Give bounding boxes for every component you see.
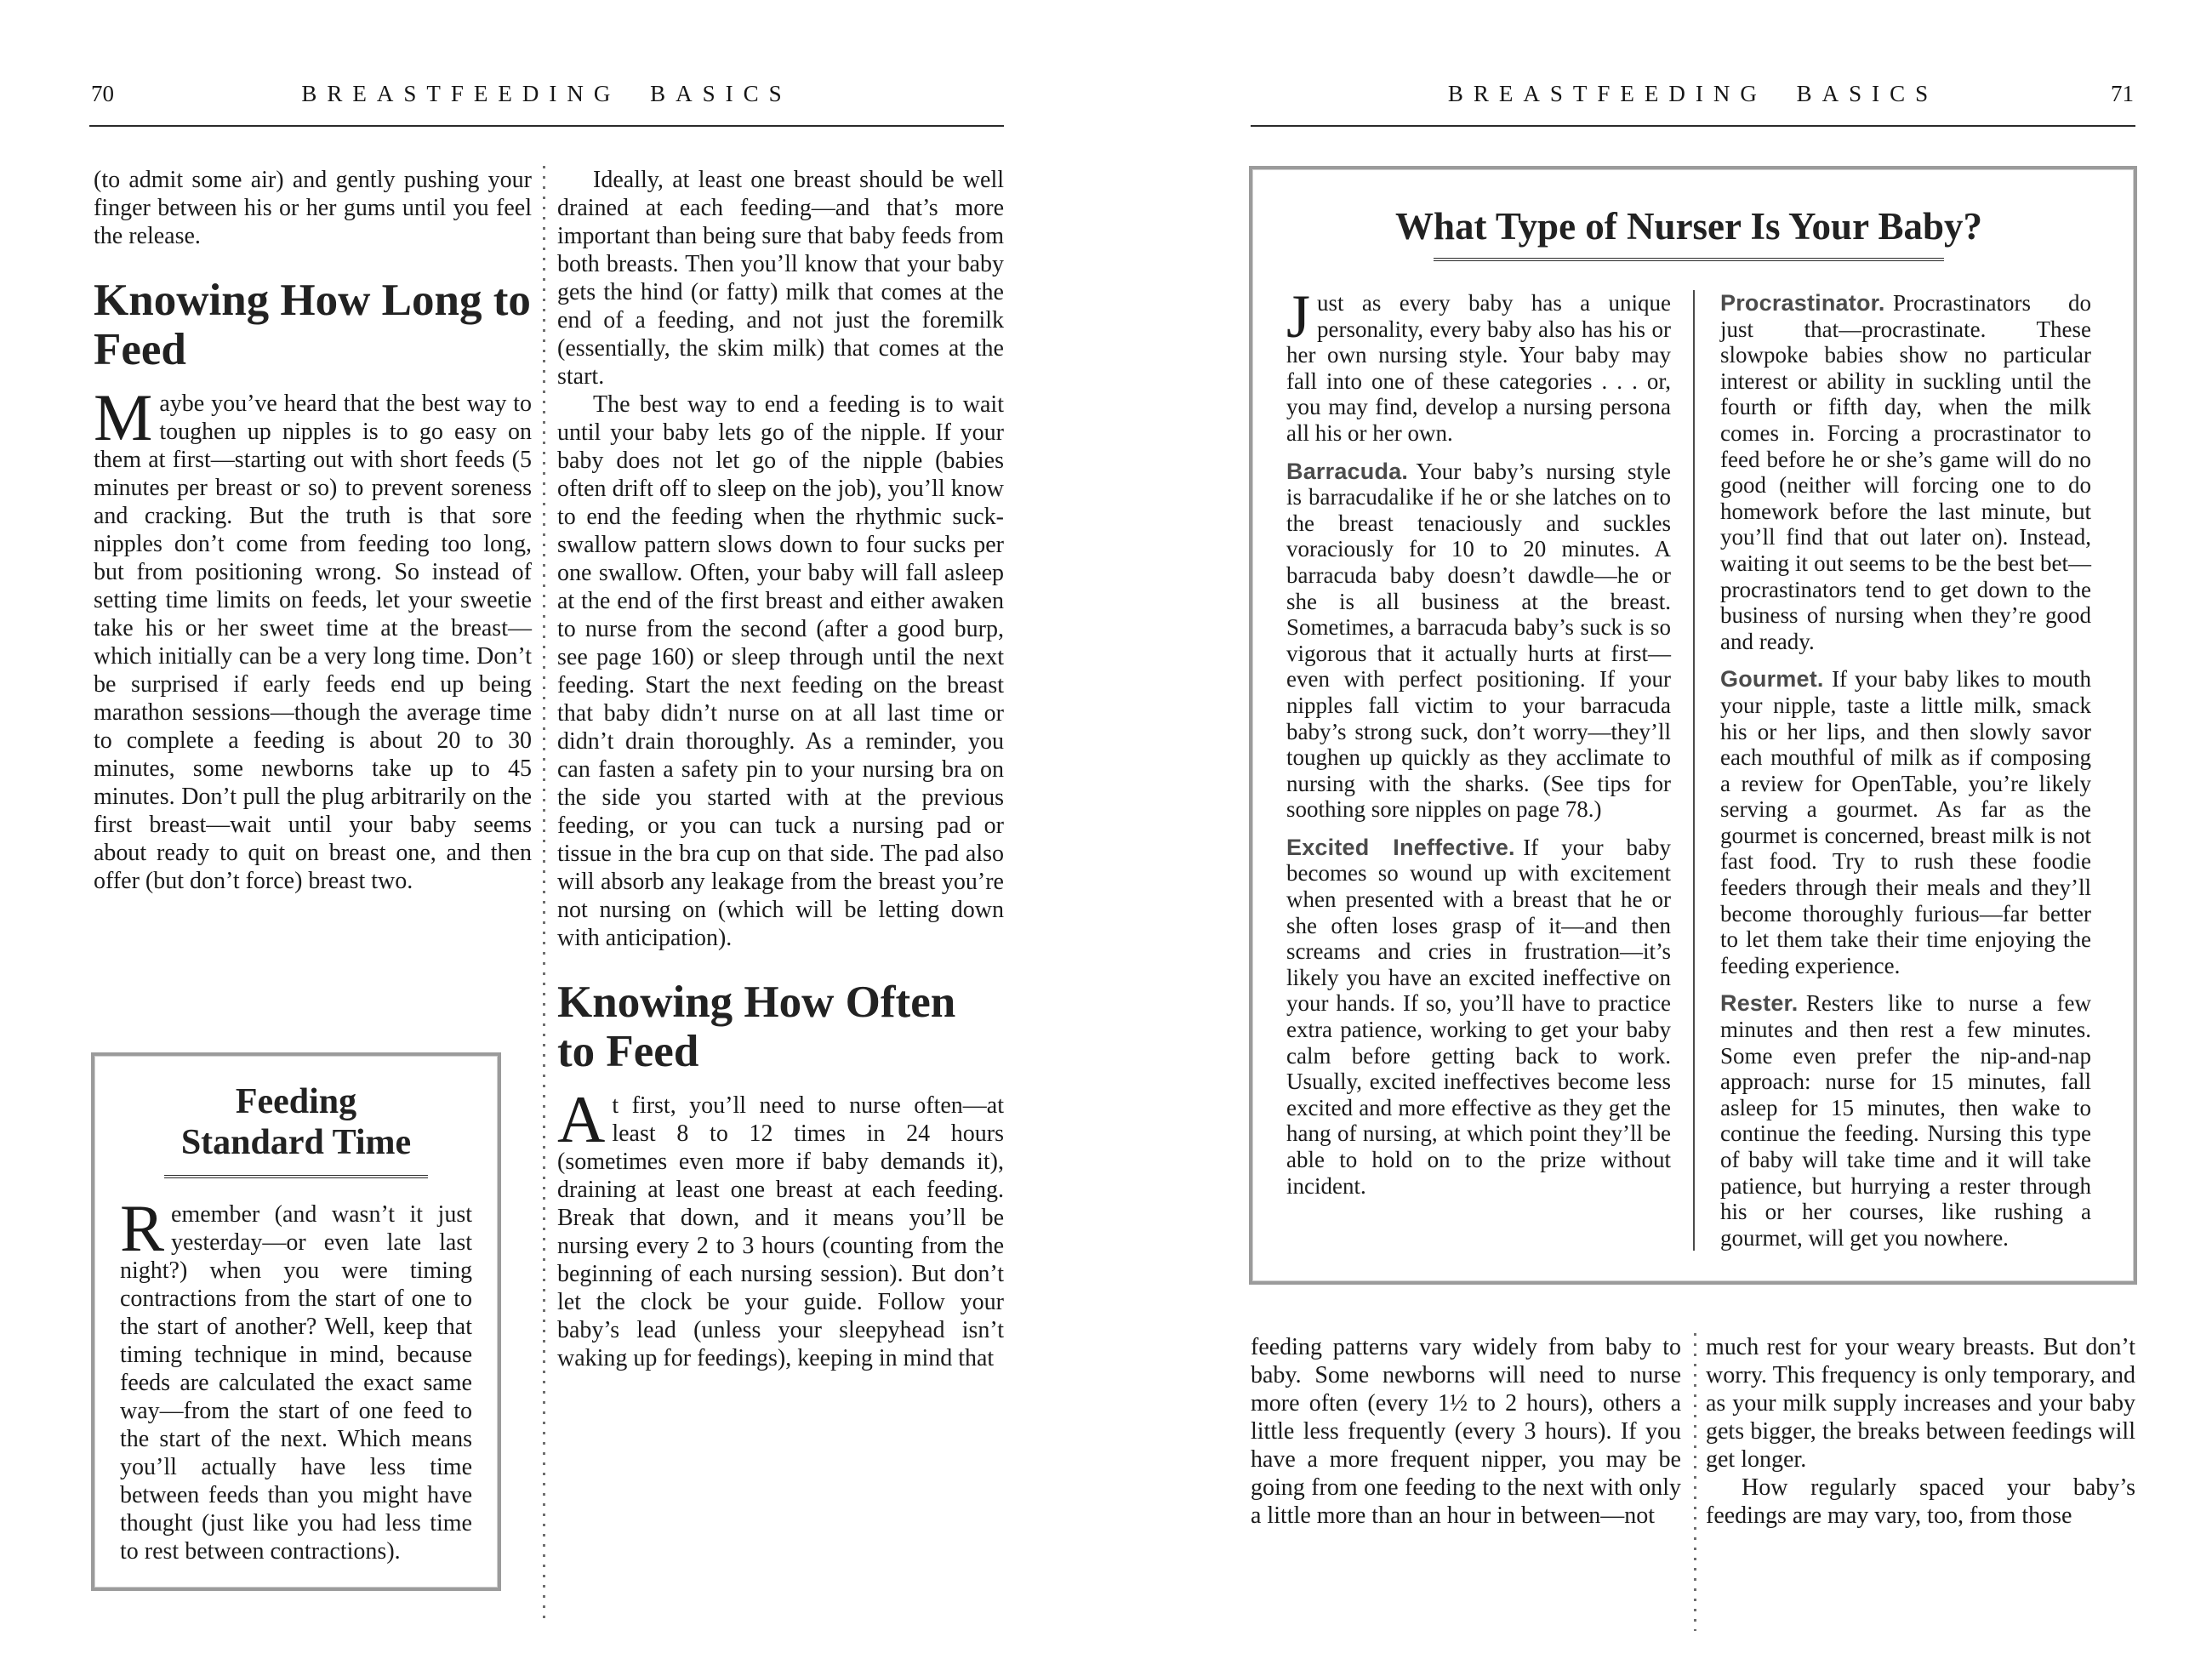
paragraph-how-long: [94, 380, 532, 895]
paragraph-how-often: [557, 1082, 1004, 1372]
drop-cap: J: [1286, 282, 1311, 351]
double-rule: [1434, 258, 1944, 261]
paragraph-feeding-patterns: feeding patterns vary widely from baby to baby. Some newborns will need to nurse more often (every 1½ to 2 hours), others a little less frequently (every 3 hours). If you have a more frequent nipper, you may be going from one feeding to the next with only a little more than an hour in between—not: [1251, 1334, 1681, 1529]
type-text: Resters like to nurse a few minutes and then rest a few minutes. Some even prefer the nip-and-nap approach: nurse for 15 minutes, fall asleep for 15 minutes, then wake to continue the feeding. Nursing this type of baby will take time and it will take patience, but hurrying a rester through his or her courses, like rushing a gourmet, will get you nowhere.: [1720, 990, 2091, 1251]
nurser-type-barracuda: [1286, 459, 1671, 823]
heading-knowing-how-often: Knowing How Often to Feed: [557, 978, 956, 1076]
type-label: Gourmet.: [1720, 666, 1824, 693]
running-header-left: [89, 81, 1004, 127]
box-title: Feeding Standard Time: [180, 1082, 412, 1162]
paragraph-best-way: The best way to end a feeding is to wait until your baby lets go of the nipple. If your baby does not let go of the nipple (babies often drift off to sleep on the job), you’ll know to end the feeding when the rhythmic suck-swallow pattern slows down to four sucks per one swallow. Often, your baby will fall asleep at the end of the first breast and either awaken to nurse from the second (after a good burp, see page 160) or sleep through until the next feeding. Start the next feeding on the breast that baby didn’t nurse on at all last time or didn’t drain thoroughly. As a reminder, you can fasten a safety pin to your nursing bra on the side you started with at the previous feeding, or you can tuck a nursing pad or tissue in the bra cup on that side. The pad also will absorb any leakage from the breast you’re not nursing on (which will be letting down with anticipation).: [557, 391, 1004, 951]
running-header-right: [1251, 81, 2135, 127]
heading-knowing-how-long: Knowing How Long to Feed: [94, 276, 531, 374]
nurser-type-procrastinator: [1720, 290, 2091, 654]
right-page-bottom-column-1: [1251, 1333, 1681, 1530]
running-head: BREASTFEEDING BASICS: [1447, 81, 1939, 106]
box-title: What Type of Nurser Is Your Baby?: [1394, 205, 1983, 248]
type-label: Excited Ineffective.: [1286, 834, 1515, 860]
nurser-box-columns: [1286, 282, 2091, 1251]
paragraph-text: t first, you’ll need to nurse often—at least 8 to 12 times in 24 hours (sometimes even more if baby demands it), draining at least one breast at each feeding. Break that down, and it means you’ll be nursing every 2 to 3 hours (counting from the beginning of each nursing session). But don’t let the clock be your guide. Follow your baby’s lead (unless your sleepyhead isn’t waking up for feedings), keeping in mind that: [557, 1092, 1004, 1371]
column-divider-dotted: [1694, 1333, 1696, 1631]
running-head: BREASTFEEDING BASICS: [301, 81, 792, 106]
left-page-column-2: [557, 166, 1004, 1372]
type-text: Procrastinators do just that—procrastinate. These slowpoke babies show no particular interest or ability in suckling until the fourth or fifth day, when the milk comes in. Forcing a procrastinator to feed before he or she’s game will do no good (neither will forcing one to do homework before the last minute, but you’ll find that out later on). Instead, waiting it out seems to be the best bet—procrastinators tend to get down to the business of nursing when they’re good and ready.: [1720, 290, 2091, 654]
paragraph-text: aybe you’ve heard that the best way to toughen up nipples is to go easy on them at first—starting out with short feeds (5 minutes per breast or so) to prevent soreness and cracking. But the truth is that sore nipples don’t come from feeding too long, but from positioning wrong. So instead of setting time limits on feeds, let your sweetie take his or her sweet time at the breast—which initially can be a very long time. Don’t be surprised if early feeds end up being marathon sessions—though the average time to complete a feeding is about 20 to 30 minutes, some newborns take up to 45 minutes. Don’t pull the plug arbitrarily on the first breast—wait until your baby seems about ready to quit on breast one, and then offer (but don’t force) breast two.: [94, 391, 532, 894]
feeding-standard-time-box: [91, 1052, 501, 1591]
page-71: [1251, 81, 2135, 1638]
nurser-box-column-1: [1286, 282, 1695, 1251]
type-text: If your baby becomes so wound up with excitement when presented with a breast that he or she often loses grasp of it—and then screams and cries in frustration—it’s likely you have an excited ineffective on your hands. If so, you’ll have to practice extra patience, working to get your baby calm before getting back to work. Usually, excited ineffectives become less excited and more effective as they get the hang of nursing, at which point they’ll be able to hold on to the prize without incident.: [1286, 834, 1671, 1199]
drop-cap: A: [557, 1082, 606, 1156]
double-rule: [164, 1175, 428, 1178]
type-label: Procrastinator.: [1720, 290, 1885, 316]
type-text: Your baby’s nursing style is barracudalike if he or she latches on to the breast tenaciously and suckles voraciously for 10 to 20 minutes. A barracuda baby doesn’t dawdle—he or she is all business at the breast. Sometimes, a barracuda baby’s suck is so vigorous that it actually hurts at first—even with perfect positioning. If your nipples fall victim to your barracuda baby’s strong suck, don’t worry—they’ll toughen up quickly as they acclimate to nursing with the sharks. (See tips for soothing sore nipples on page 78.): [1286, 458, 1671, 823]
right-page-bottom-column-2: [1706, 1333, 2135, 1530]
page-number: 70: [91, 81, 114, 106]
paragraph-ideally: Ideally, at least one breast should be well drained at each feeding—and that’s more important than being sure that baby feeds from both breasts. Then you’ll know that your baby gets the hind (or fatty) milk that comes at the end of a feeding, and not just the foremilk (essentially, the skim milk) that comes at the start.: [557, 167, 1004, 390]
nurser-box-column-2: [1695, 290, 2091, 1251]
nurser-type-excited-ineffective: [1286, 835, 1671, 1199]
paragraph-much-rest: much rest for your weary breasts. But don’t worry. This frequency is only temporary, and as your milk supply increases and your baby gets bigger, the breaks between feedings will get longer.: [1706, 1334, 2135, 1473]
paragraph-feeding-box: [120, 1191, 472, 1565]
paragraph-how-regularly: How regularly spaced your baby’s feedings are may vary, too, from those: [1706, 1474, 2135, 1529]
nurser-type-rester: [1720, 990, 2091, 1251]
page-number: 71: [2111, 81, 2134, 106]
page-70: [89, 81, 1004, 1638]
drop-cap: M: [94, 380, 153, 454]
type-label: Barracuda.: [1286, 458, 1409, 484]
column-divider-dotted: [543, 166, 545, 1625]
drop-cap: R: [120, 1191, 165, 1265]
paragraph-text: ust as every baby has a unique personality, every baby also has his or her own nursing style. Your baby may fall into one of these categories . . . or, you may find, develop a nursing persona all his or her own.: [1286, 290, 1671, 446]
paragraph-text: emember (and wasn’t it just yesterday—or even late last night?) when you were timing contractions from the start of one to the start of another? Well, keep that timing technique in mind, because feeds are calculated the exact same way—from the start of one feed to the start of the next. Which means you’ll actually have less time between feeds than you might have thought (just like you had less time to rest between contractions).: [120, 1201, 472, 1565]
type-label: Rester.: [1720, 990, 1799, 1017]
nurser-type-box: [1249, 166, 2137, 1285]
type-text: If your baby likes to mouth your nipple, taste a little milk, smack his or her lips, and then slowly savor each mouthful of milk as if composing a review for OpenTable, you’re likely serving a gourmet. As far as the gourmet is concerned, breast milk is not fast food. Try to rush these foodie feeders through their meals and they’ll become thoroughly furious—far better to let them take their time enjoying the feeding experience.: [1720, 666, 2091, 978]
paragraph-nurser-intro: [1286, 282, 1671, 447]
nurser-type-gourmet: [1720, 666, 2091, 978]
paragraph-continuation: (to admit some air) and gently pushing your finger between his or her gums until you feel the release.: [94, 167, 532, 249]
left-page-column-1: [94, 166, 532, 895]
